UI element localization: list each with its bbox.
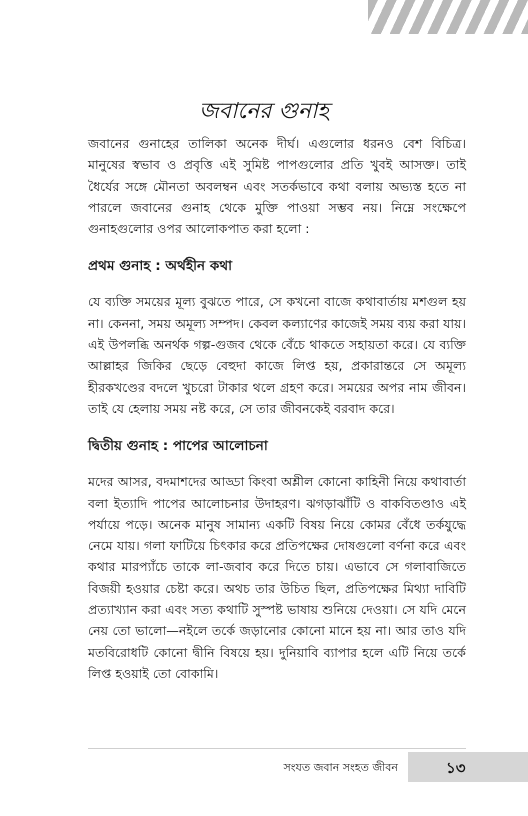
section-paragraph-first: যে ব্যক্তি সময়ের মূল্য বুঝতে পারে, সে কখনো বাজে কথাবার্তায় মশগুল হয় না। কেননা, সময় অমূল্য সম্পদ। কেবল কল্যাণের কাজেই সময় ব্যয় করা যায়। এই উপলব্ধি অনর্থক গল্প-গুজব থেকে বেঁচে থাকতে সহায়তা করে। যে ব্যক্তি আল্লাহর জিকির ছেড়ে বেহুদা কাজে লিপ্ত হয়, প্রকারান্তরে সে অমূল্য হীরকখণ্ডের বদলে খুচরো টাকার থলে গ্রহণ করে। সময়ের অপর নাম জীবন। তাই যে হেলায় সময় নষ্ট করে, সে তার জীবনকেই বরবাদ করে। xyxy=(88,294,466,416)
corner-stripes-decoration xyxy=(368,0,528,34)
intro-paragraph: জবানের গুনাহের তালিকা অনেক দীর্ঘ। এগুলোর ধরনও বেশ বিচিত্র। মানুষের স্বভাব ও প্রবৃত্তি এই সুমিষ্ট পাপগুলোর প্রতি খুবই আসক্ত। তাই ধৈর্যের সঙ্গে মৌনতা অবলম্বন এবং সতর্কভাবে কথা বলায় অভ্যস্ত হতে না পারলে জবানের গুনাহ থেকে মুক্তি পাওয়া সম্ভব নয়। নিম্নে সংক্ষেপে গুনাহগুলোর ওপর আলোকপাত করা হলো : xyxy=(88,136,466,237)
page-number: ১৩ xyxy=(446,759,466,777)
page-footer xyxy=(0,752,528,782)
page-number-box xyxy=(408,752,528,782)
footer-divider xyxy=(88,748,466,749)
section-heading-first: প্রথম গুনাহ : অর্থহীন কথা xyxy=(88,258,233,275)
section-paragraph-second: মদের আসর, বদমাশদের আড্ডা কিংবা অশ্লীল কোনো কাহিনী নিয়ে কথাবার্তা বলা ইত্যাদি পাপের আলোচনার উদাহরণ। ঝগড়াঝাঁটি ও বাকবিতণ্ডাও এই পর্যায়ে পড়ে। অনেক মানুষ সামান্য একটি বিষয় নিয়ে কোমর বেঁধে তর্কযুদ্ধে নেমে যায়। গলা ফাটিয়ে চিৎকার করে প্রতিপক্ষের দোষগুলো বর্ণনা করে এবং কথার মারপ্যাঁচে তাকে লা-জবাব করে দিতে চায়। এভাবে সে গলাবাজিতে বিজয়ী হওয়ার চেষ্টা করে। অথচ তার উচিত ছিল, প্রতিপক্ষের মিথ্যা দাবিটি প্রত্যাখ্যান করা এবং সত্য কথাটি সুস্পষ্ট ভাষায় শুনিয়ে দেওয়া। সে যদি মেনে নেয় তো ভালো—নইলে তর্কে জড়ানোর কোনো মানে হয় না। আর তাও যদি মতবিরোধটি কোনো দ্বীনি বিষয়ে হয়। দুনিয়াবি ব্যাপার হলে এটি নিয়ে তর্কে লিপ্ত হওয়াই তো বোকামি। xyxy=(88,474,466,681)
page-content xyxy=(88,133,466,684)
running-title: সংযত জবান সংহত জীবন xyxy=(283,761,398,774)
section-heading-second: দ্বিতীয় গুনাহ : পাপের আলোচনা xyxy=(88,438,268,455)
chapter-title: জবানের গুনাহ xyxy=(199,99,329,124)
